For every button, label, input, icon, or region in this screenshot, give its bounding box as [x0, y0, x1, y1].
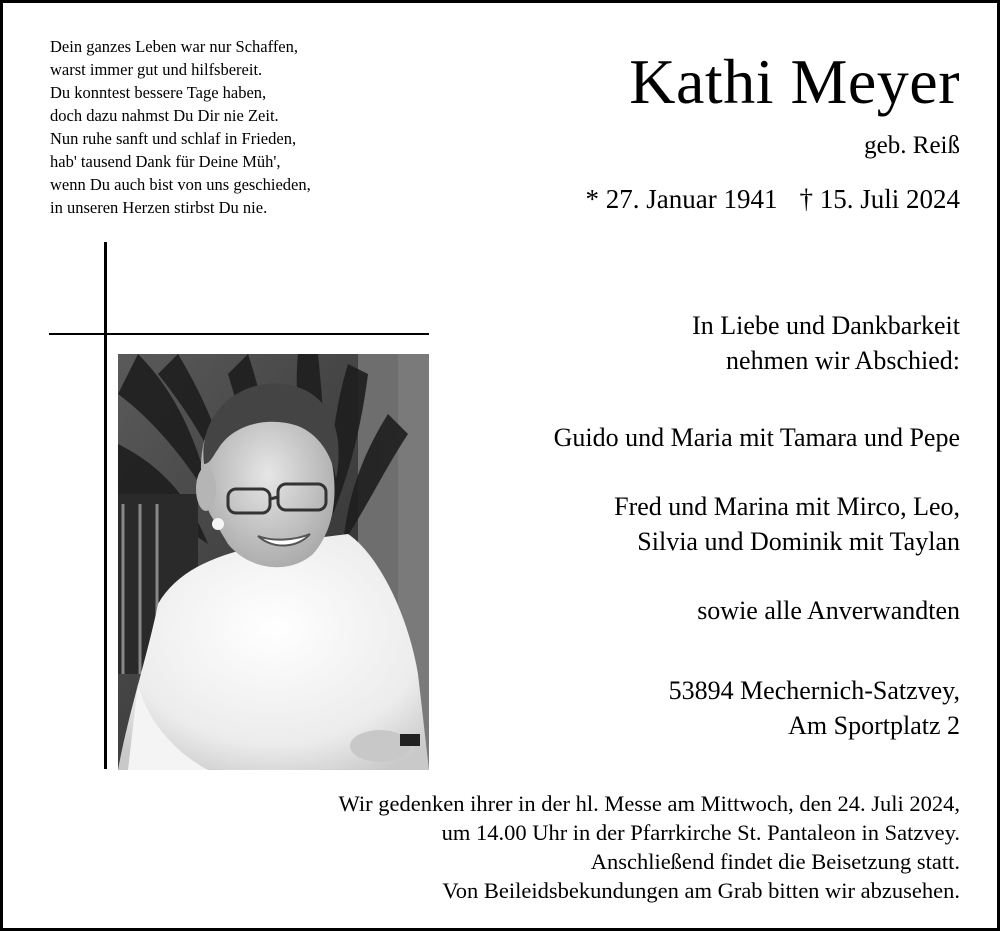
poem-line: doch dazu nahmst Du Dir nie Zeit.	[50, 106, 279, 125]
poem-line: Du konntest bessere Tage haben,	[50, 83, 267, 102]
poem-line: warst immer gut und hilfsbereit.	[50, 60, 263, 79]
deceased-name: Kathi Meyer	[629, 46, 960, 117]
memorial-poem	[50, 35, 311, 219]
poem-line: hab' tausend Dank für Deine Müh',	[50, 152, 281, 171]
service-line: Wir gedenken ihrer in der hl. Messe am Mittwoch, den 24. Juli 2024,	[338, 791, 960, 816]
life-dates	[586, 182, 960, 216]
family-line: Fred und Marina mit Mirco, Leo,	[614, 492, 960, 521]
farewell-line: In Liebe und Dankbarkeit	[692, 311, 960, 340]
family-group-2	[614, 489, 960, 559]
farewell-line: nehmen wir Abschied:	[726, 346, 960, 375]
cross-horizontal-bar	[49, 333, 429, 335]
family-group-1	[554, 420, 960, 455]
farewell-text	[692, 308, 960, 378]
birth-date: * 27. Januar 1941	[585, 184, 778, 214]
address-line: Am Sportplatz 2	[788, 711, 960, 740]
death-date: † 15. Juli 2024	[799, 184, 960, 214]
poem-line: Nun ruhe sanft und schlaf in Frieden,	[50, 129, 297, 148]
address-block	[669, 673, 960, 743]
family-line: Guido und Maria mit Tamara und Pepe	[553, 423, 960, 452]
family-line: Silvia und Dominik mit Taylan	[637, 527, 960, 556]
maiden-name: geb. Reiß	[864, 132, 960, 159]
relatives-line: sowie alle Anverwandten	[697, 596, 960, 625]
cross-vertical-bar	[104, 242, 107, 769]
service-line: Von Beileidsbekundungen am Grab bitten wir abzusehen.	[442, 878, 960, 903]
portrait-photo	[118, 354, 429, 770]
poem-line: Dein ganzes Leben war nur Schaffen,	[50, 37, 299, 56]
poem-line: in unseren Herzen stirbst Du nie.	[50, 198, 268, 217]
service-line: Anschließend findet die Beisetzung statt.	[590, 849, 960, 874]
address-line: 53894 Mechernich-Satzvey,	[668, 676, 960, 705]
service-announcement	[339, 789, 960, 905]
poem-line: wenn Du auch bist von uns geschieden,	[50, 175, 311, 194]
service-line: um 14.00 Uhr in der Pfarrkirche St. Pantaleon in Satzvey.	[441, 820, 960, 845]
